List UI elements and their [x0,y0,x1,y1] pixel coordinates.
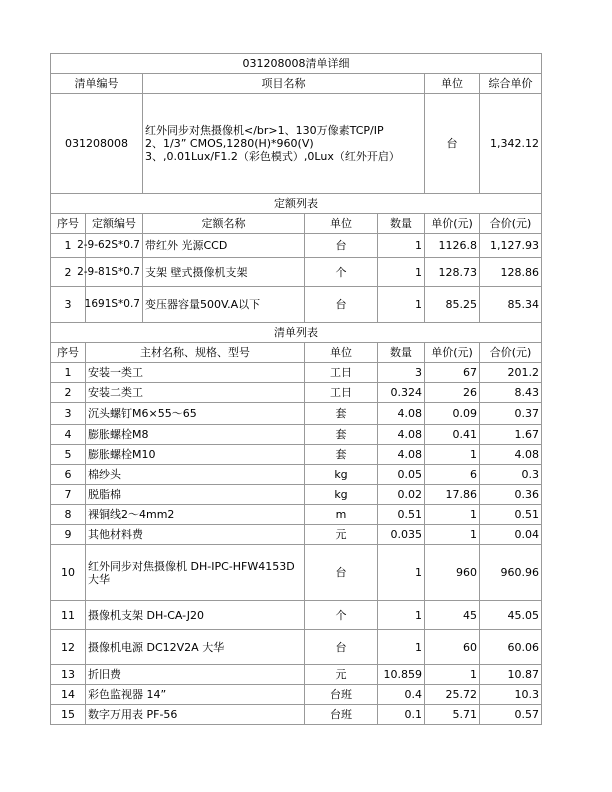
col-header-code: 清单编号 [51,74,143,94]
material-unit: m [305,505,378,525]
material-no: 2 [51,383,86,403]
material-unit: 套 [305,403,378,425]
material-name: 裸铜线2～4mm2 [86,505,305,525]
materials-col-price: 单价(元) [425,343,480,363]
quota-no: 3 [51,287,86,323]
material-total: 0.57 [480,705,542,725]
material-qty: 1 [378,601,425,630]
material-row [51,445,542,465]
col-header-name: 项目名称 [143,74,425,94]
material-qty: 1 [378,630,425,665]
quota-col-no: 序号 [51,214,86,234]
material-price: 1 [425,445,480,465]
quota-row [51,287,542,323]
material-no: 1 [51,363,86,383]
quota-col-unit: 单位 [305,214,378,234]
material-row [51,630,542,665]
quota-code: 1691S*0.7 [86,287,143,323]
material-no: 4 [51,425,86,445]
quota-code: 2-9-81S*0.7 [86,258,143,287]
material-unit: 元 [305,525,378,545]
quota-total: 1,127.93 [480,234,542,258]
material-unit: 台班 [305,705,378,725]
materials-body [51,363,542,725]
material-name: 摄像机电源 DC12V2A 大华 [86,630,305,665]
material-no: 5 [51,445,86,465]
materials-col-unit: 单位 [305,343,378,363]
material-row [51,545,542,601]
material-price: 5.71 [425,705,480,725]
material-no: 14 [51,685,86,705]
quota-unit: 个 [305,258,378,287]
quota-col-price: 单价(元) [425,214,480,234]
material-name: 折旧费 [86,665,305,685]
material-row [51,505,542,525]
quota-col-qty: 数量 [378,214,425,234]
material-total: 0.36 [480,485,542,505]
material-total: 10.3 [480,685,542,705]
material-name: 棉纱头 [86,465,305,485]
material-total: 45.05 [480,601,542,630]
quota-row [51,234,542,258]
material-total: 10.87 [480,665,542,685]
quota-row [51,258,542,287]
material-total: 1.67 [480,425,542,445]
material-qty: 0.51 [378,505,425,525]
material-name: 膨胀螺栓M10 [86,445,305,465]
material-row [51,383,542,403]
material-no: 10 [51,545,86,601]
quota-price: 128.73 [425,258,480,287]
material-name: 其他材料费 [86,525,305,545]
material-qty: 0.02 [378,485,425,505]
material-price: 25.72 [425,685,480,705]
material-price: 1 [425,525,480,545]
quota-no: 1 [51,234,86,258]
material-price: 45 [425,601,480,630]
quota-title-row [51,194,542,214]
material-no: 6 [51,465,86,485]
material-name: 安装一类工 [86,363,305,383]
material-qty: 4.08 [378,445,425,465]
materials-title-row [51,323,542,343]
item-header-row [51,74,542,94]
material-name: 摄像机支架 DH-CA-J20 [86,601,305,630]
material-row [51,601,542,630]
material-unit: 台 [305,630,378,665]
quota-name: 变压器容量500V.A以下 [143,287,305,323]
material-total: 201.2 [480,363,542,383]
item-name-line-2: 2、1/3” CMOS,1280(H)*960(V) [145,137,314,150]
material-unit: 元 [305,665,378,685]
materials-col-qty: 数量 [378,343,425,363]
material-qty: 4.08 [378,403,425,425]
material-unit: 工日 [305,383,378,403]
item-price: 1,342.12 [480,94,542,194]
material-row [51,425,542,445]
material-price: 17.86 [425,485,480,505]
quota-col-code: 定额编号 [86,214,143,234]
materials-title: 清单列表 [51,323,542,343]
material-row [51,485,542,505]
material-name: 脱脂棉 [86,485,305,505]
material-price: 60 [425,630,480,665]
material-price: 1 [425,665,480,685]
material-price: 0.09 [425,403,480,425]
material-no: 15 [51,705,86,725]
item-name-line-1: 红外同步对焦摄像机</br>1、130万像素TCP/IP [145,124,384,137]
col-header-price: 综合单价 [480,74,542,94]
quota-col-name: 定额名称 [143,214,305,234]
material-price: 6 [425,465,480,485]
material-unit: 台 [305,545,378,601]
material-qty: 0.035 [378,525,425,545]
quota-unit: 台 [305,287,378,323]
material-row [51,403,542,425]
quota-qty: 1 [378,287,425,323]
quota-total: 128.86 [480,258,542,287]
sheet-title: 031208008清单详细 [51,54,542,74]
material-price: 960 [425,545,480,601]
quota-col-total: 合价(元) [480,214,542,234]
item-row [51,94,542,194]
quota-qty: 1 [378,258,425,287]
material-total: 0.51 [480,505,542,525]
material-row [51,465,542,485]
quota-name: 支架 壁式摄像机支架 [143,258,305,287]
quota-price: 1126.8 [425,234,480,258]
quota-total: 85.34 [480,287,542,323]
material-qty: 3 [378,363,425,383]
bill-detail-table [50,53,542,725]
material-row [51,705,542,725]
item-name [143,94,425,194]
material-name: 彩色监视器 14” [86,685,305,705]
quota-name: 带红外 光源CCD [143,234,305,258]
material-no: 7 [51,485,86,505]
quota-price: 85.25 [425,287,480,323]
material-total: 0.3 [480,465,542,485]
material-price: 67 [425,363,480,383]
material-no: 13 [51,665,86,685]
quota-header-row [51,214,542,234]
sheet-title-row [51,54,542,74]
quota-no: 2 [51,258,86,287]
material-price: 26 [425,383,480,403]
material-name: 安装二类工 [86,383,305,403]
quota-title: 定额列表 [51,194,542,214]
col-header-unit: 单位 [425,74,480,94]
material-price: 1 [425,505,480,525]
material-no: 3 [51,403,86,425]
material-qty: 0.1 [378,705,425,725]
material-name: 红外同步对焦摄像机 DH-IPC-HFW4153D 大华 [86,545,305,601]
material-total: 8.43 [480,383,542,403]
material-unit: 套 [305,425,378,445]
material-row [51,525,542,545]
materials-col-total: 合价(元) [480,343,542,363]
material-name: 膨胀螺栓M8 [86,425,305,445]
material-qty: 0.05 [378,465,425,485]
material-total: 960.96 [480,545,542,601]
bill-detail-sheet [50,53,541,725]
material-unit: 个 [305,601,378,630]
material-total: 0.37 [480,403,542,425]
material-price: 0.41 [425,425,480,445]
material-name: 数字万用表 PF-56 [86,705,305,725]
material-total: 0.04 [480,525,542,545]
item-name-line-3: 3、,0.01Lux/F1.2（彩色模式）,0Lux（红外开启） [145,150,400,163]
material-unit: 套 [305,445,378,465]
material-unit: kg [305,465,378,485]
material-row [51,665,542,685]
material-no: 8 [51,505,86,525]
material-name: 沉头螺钉M6×55～65 [86,403,305,425]
material-qty: 0.324 [378,383,425,403]
quota-unit: 台 [305,234,378,258]
material-qty: 4.08 [378,425,425,445]
materials-col-name: 主材名称、规格、型号 [86,343,305,363]
material-row [51,685,542,705]
item-unit: 台 [425,94,480,194]
material-qty: 0.4 [378,685,425,705]
quota-code: 2-9-62S*0.7 [86,234,143,258]
material-unit: 台班 [305,685,378,705]
material-total: 4.08 [480,445,542,465]
materials-col-no: 序号 [51,343,86,363]
quota-qty: 1 [378,234,425,258]
material-row [51,363,542,383]
material-no: 12 [51,630,86,665]
material-qty: 1 [378,545,425,601]
material-unit: kg [305,485,378,505]
material-no: 9 [51,525,86,545]
material-unit: 工日 [305,363,378,383]
item-code: 031208008 [51,94,143,194]
material-no: 11 [51,601,86,630]
material-qty: 10.859 [378,665,425,685]
material-total: 60.06 [480,630,542,665]
materials-header-row [51,343,542,363]
